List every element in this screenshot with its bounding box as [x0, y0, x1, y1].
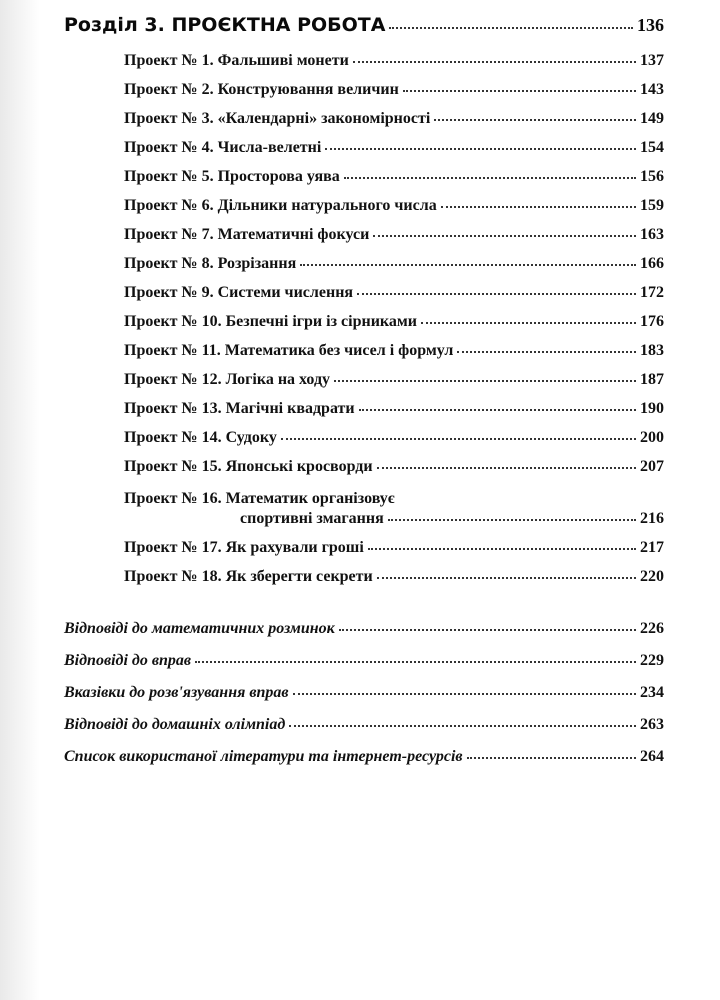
entry-page: 154 — [640, 139, 664, 156]
dot-leader — [467, 757, 636, 759]
entry-page: 172 — [640, 284, 664, 301]
entry-page: 220 — [640, 568, 664, 585]
dot-leader — [334, 380, 636, 382]
dot-leader — [325, 148, 636, 150]
dot-leader — [441, 206, 636, 208]
toc-entry-project-16-line1[interactable] — [124, 490, 395, 508]
entry-label: Проект № 1. Фальшиві монети — [124, 52, 349, 69]
entry-page: 187 — [640, 371, 664, 388]
entry-page: 183 — [640, 342, 664, 359]
toc-entry-appendix-2[interactable] — [64, 652, 664, 670]
entry-label: Проект № 13. Магічні квадрати — [124, 400, 355, 417]
entry-label: Проект № 6. Дільники натурального числа — [124, 197, 437, 214]
entry-label: Проект № 9. Системи числення — [124, 284, 354, 301]
dot-leader — [403, 90, 636, 92]
entry-label: Проект № 4. Числа-велетні — [124, 139, 322, 156]
toc-entry-project-18[interactable] — [124, 568, 664, 586]
entry-page: 264 — [640, 748, 664, 765]
entry-label: Проект № 8. Розрізання — [124, 255, 297, 272]
entry-page: 234 — [640, 684, 664, 701]
entry-label: Вказівки до розв'язування вправ — [64, 684, 289, 701]
toc-entry-project-16-line2[interactable] — [240, 510, 664, 528]
dot-leader — [289, 725, 636, 727]
dot-leader — [359, 409, 636, 411]
entry-page: 163 — [640, 226, 664, 243]
entry-label-continued: спортивні змагання — [240, 510, 384, 527]
dot-leader — [388, 519, 636, 521]
entry-page: 149 — [640, 110, 664, 127]
toc-entry-project-6[interactable] — [124, 197, 664, 215]
dot-leader — [339, 629, 636, 631]
dot-leader — [344, 177, 636, 179]
toc-entry-appendix-1[interactable] — [64, 620, 664, 638]
toc-entry-appendix-3[interactable] — [64, 684, 664, 702]
entry-label: Проект № 5. Просторова уява — [124, 168, 340, 185]
entry-page: 216 — [640, 510, 664, 527]
entry-page: 207 — [640, 458, 664, 475]
toc-entry-project-14[interactable] — [124, 429, 664, 447]
entry-page: 176 — [640, 313, 664, 330]
dot-leader — [357, 293, 636, 295]
entry-label: Проект № 16. Математик організовує — [124, 490, 395, 507]
toc-entry-project-15[interactable] — [124, 458, 664, 476]
toc-entry-appendix-4[interactable] — [64, 716, 664, 734]
entry-page: 159 — [640, 197, 664, 214]
toc-entry-project-9[interactable] — [124, 284, 664, 302]
entry-label: Проект № 7. Математичні фокуси — [124, 226, 370, 243]
dot-leader — [281, 438, 636, 440]
dot-leader — [457, 351, 636, 353]
entry-label: Список використаної літератури та інтернет-ресурсів — [64, 748, 463, 765]
section-page: 136 — [637, 15, 664, 35]
dot-leader — [389, 27, 633, 29]
entry-label: Відповіді до математичних розминок — [64, 620, 335, 637]
entry-label: Проект № 14. Судоку — [124, 429, 277, 446]
toc-entry-project-11[interactable] — [124, 342, 664, 360]
dot-leader — [434, 119, 636, 121]
entry-page: 156 — [640, 168, 664, 185]
dot-leader — [368, 548, 636, 550]
section-heading — [64, 14, 664, 36]
section-title: Розділ 3. ПРОЄКТНА РОБОТА — [64, 14, 386, 36]
entry-page: 200 — [640, 429, 664, 446]
toc-entry-project-4[interactable] — [124, 139, 664, 157]
toc-entry-project-12[interactable] — [124, 371, 664, 389]
toc-entry-project-10[interactable] — [124, 313, 664, 331]
entry-label: Відповіді до домашніх олімпіад — [64, 716, 286, 733]
toc-entry-project-7[interactable] — [124, 226, 664, 244]
toc-entry-project-8[interactable] — [124, 255, 664, 273]
entry-label: Проект № 11. Математика без чисел і формул — [124, 342, 454, 359]
entry-page: 229 — [640, 652, 664, 669]
entry-label: Проект № 15. Японські кросворди — [124, 458, 373, 475]
entry-label: Проект № 18. Як зберегти секрети — [124, 568, 373, 585]
dot-leader — [373, 235, 636, 237]
dot-leader — [377, 467, 636, 469]
dot-leader — [377, 577, 636, 579]
entry-page: 190 — [640, 400, 664, 417]
toc-entry-project-5[interactable] — [124, 168, 664, 186]
entry-page: 263 — [640, 716, 664, 733]
entry-page: 143 — [640, 81, 664, 98]
entry-label: Проект № 3. «Календарні» закономірності — [124, 110, 431, 127]
toc-entry-project-13[interactable] — [124, 400, 664, 418]
entry-label: Проект № 2. Конструювання величин — [124, 81, 399, 98]
toc-entry-project-3[interactable] — [124, 110, 664, 128]
dot-leader — [300, 264, 636, 266]
toc-entry-project-1[interactable] — [124, 52, 664, 70]
dot-leader — [353, 61, 636, 63]
toc-entry-project-17[interactable] — [124, 539, 664, 557]
dot-leader — [421, 322, 636, 324]
entry-label: Проект № 10. Безпечні ігри із сірниками — [124, 313, 417, 330]
entry-page: 137 — [640, 52, 664, 69]
dot-leader — [195, 661, 636, 663]
entry-label: Відповіді до вправ — [64, 652, 192, 669]
toc-entry-project-2[interactable] — [124, 81, 664, 99]
entry-page: 226 — [640, 620, 664, 637]
entry-page: 217 — [640, 539, 664, 556]
entry-page: 166 — [640, 255, 664, 272]
entry-label: Проект № 17. Як рахували гроші — [124, 539, 364, 556]
dot-leader — [293, 693, 636, 695]
page-edge-shadow — [0, 0, 40, 1000]
toc-entry-appendix-5[interactable] — [64, 748, 664, 766]
entry-label: Проект № 12. Логіка на ходу — [124, 371, 331, 388]
